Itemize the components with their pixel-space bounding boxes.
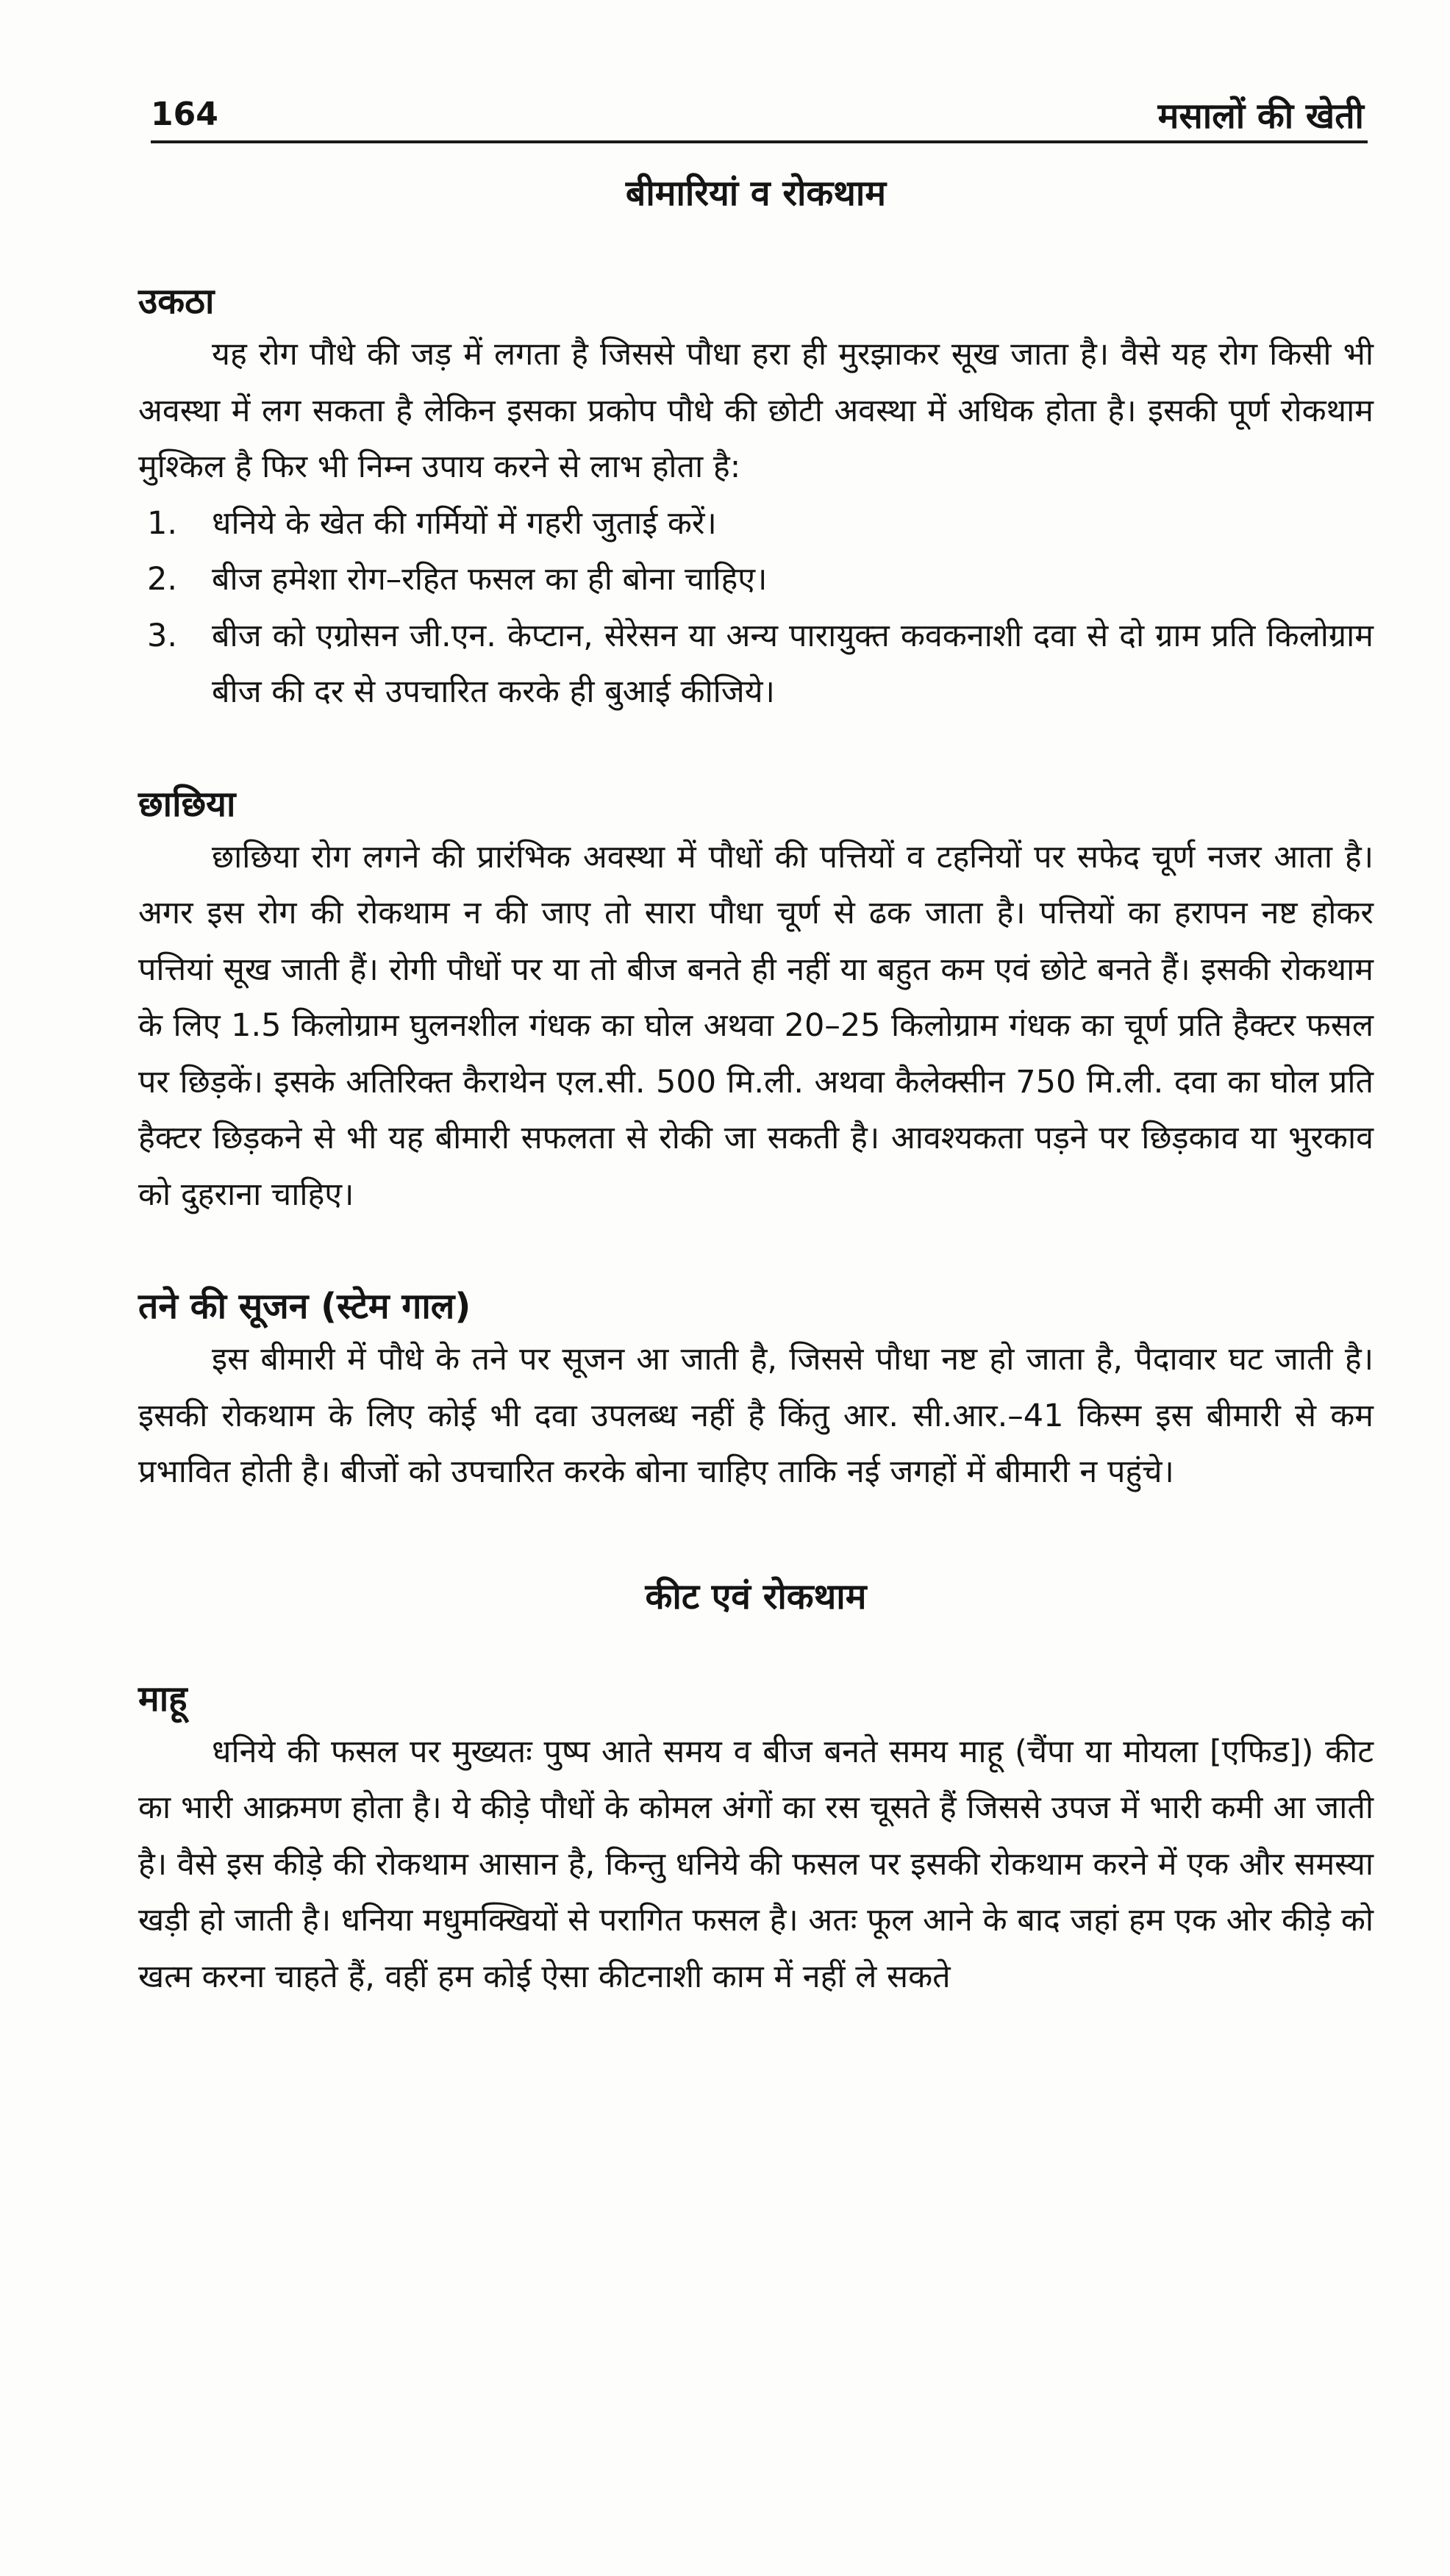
powdery-mildew-title: छाछिया [138, 783, 236, 825]
aphid-paragraph: धनिये की फसल पर मुख्यतः पुष्प आते समय व बीज बनते समय माहू (चैंपा या मोयला [एफिड]) कीट का भारी आक्रमण होता है। ये कीड़े पौधों के कोमल अंगों का रस चूसते हैं जिससे उपज में भारी कमी आ जाती है। वैसे इस कीड़े की रोकथाम आसान है, किन्तु धनिये की फसल पर इसकी रोकथाम करने में एक और समस्या खड़ी हो जाती है। धनिया मधुमक्खियों से परागित फसल है। अतः फूल आने के बाद जहां हम एक ओर कीड़े को खत्म करना चाहते हैं, वहीं हम कोई ऐसा कीटनाशी काम में नहीं ले सकते [138, 1733, 1374, 1995]
page-header [151, 87, 1364, 146]
pests-heading: कीट एवं रोकथाम [645, 1575, 867, 1617]
spacer [138, 219, 1374, 276]
powdery-mildew-paragraph: छाछिया रोग लगने की प्रारंभिक अवस्था में पौधों की पत्तियों व टहनियों पर सफेद चूर्ण नजर आता है। अगर इस रोग की रोकथाम न की जाए तो सारा पौधा चूर्ण से ढक जाता है। पत्तियों का हरापन नष्ट होकर पत्तियां सूख जाती हैं। रोगी पौधों पर या तो बीज बनते ही नहीं या बहुत कम एवं छोटे बनते हैं। इसकी रोकथाम के लिए 1.5 किलोग्राम घुलनशील गंधक का घोल अथवा 20–25 किलोग्राम गंधक का चूर्ण प्रति हैक्टर फसल पर छिड़कें। इसके अतिरिक्त कैराथेन एल.सी. 500 मि.ली. अथवा कैलेक्सीन 750 मि.ली. दवा का घोल प्रति हैक्टर छिड़कने से भी यह बीमारी सफलता से रोकी जा सकती है। आवश्यकता पड़ने पर छिड़काव या भुरकाव को दुहराना चाहिए। [138, 838, 1374, 1213]
list-item-text: बीज को एग्रोसन जी.एन. केप्टान, सेरेसन या अन्य पारायुक्त कवकनाशी दवा से दो ग्राम प्रति किलोग्राम बीज की दर से उपचारित करके ही बुआई कीजिये। [212, 617, 1374, 710]
diseases-heading: बीमारियां व रोकथाम [625, 173, 887, 214]
list-item-text: बीज हमेशा रोग–रहित फसल का ही बोना चाहिए। [212, 561, 768, 598]
list-marker: 1. [147, 504, 178, 542]
list-item [138, 495, 1374, 552]
page-content [138, 168, 1374, 2005]
page-number: 164 [151, 96, 218, 133]
running-title: मसालों की खेती [1157, 96, 1364, 137]
spacer [138, 1500, 1374, 1571]
stem-gall-paragraph: इस बीमारी में पौधे के तने पर सूजन आ जाती है, जिससे पौधा नष्ट हो जाता है, पैदावार घट जाती है। इसकी रोकथाम के लिए कोई भी दवा उपलब्ध नहीं है किंतु आर. सी.आर.–41 किस्म इस बीमारी से कम प्रभावित होती है। बीजों को उपचारित करके बोना चाहिए ताकि नई जगहों में बीमारी न पहुंचे। [138, 1341, 1374, 1490]
list-item [138, 551, 1374, 608]
header-rule [151, 140, 1368, 143]
list-item [138, 608, 1374, 720]
wilt-paragraph: यह रोग पौधे की जड़ में लगता है जिससे पौधा हरा ही मुरझाकर सूख जाता है। वैसे यह रोग किसी भी अवस्था में लग सकता है लेकिन इसका प्रकोप पौधे की छोटी अवस्था में अधिक होता है। इसकी पूर्ण रोकथाम मुश्किल है फिर भी निम्न उपाय करने से लाभ होता है: [138, 336, 1374, 485]
stem-gall-title: तने की सूजन (स्टेम गाल) [138, 1286, 471, 1327]
spacer [138, 1622, 1374, 1674]
list-marker: 3. [147, 617, 178, 654]
spacer [138, 1223, 1374, 1281]
wilt-title: उकठा [138, 281, 215, 322]
list-marker: 2. [147, 561, 178, 598]
list-item-text: धनिये के खेत की गर्मियों में गहरी जुताई करें। [212, 504, 717, 542]
aphid-title: माहू [138, 1678, 188, 1720]
spacer [138, 720, 1374, 779]
wilt-remedy-list [138, 495, 1374, 720]
